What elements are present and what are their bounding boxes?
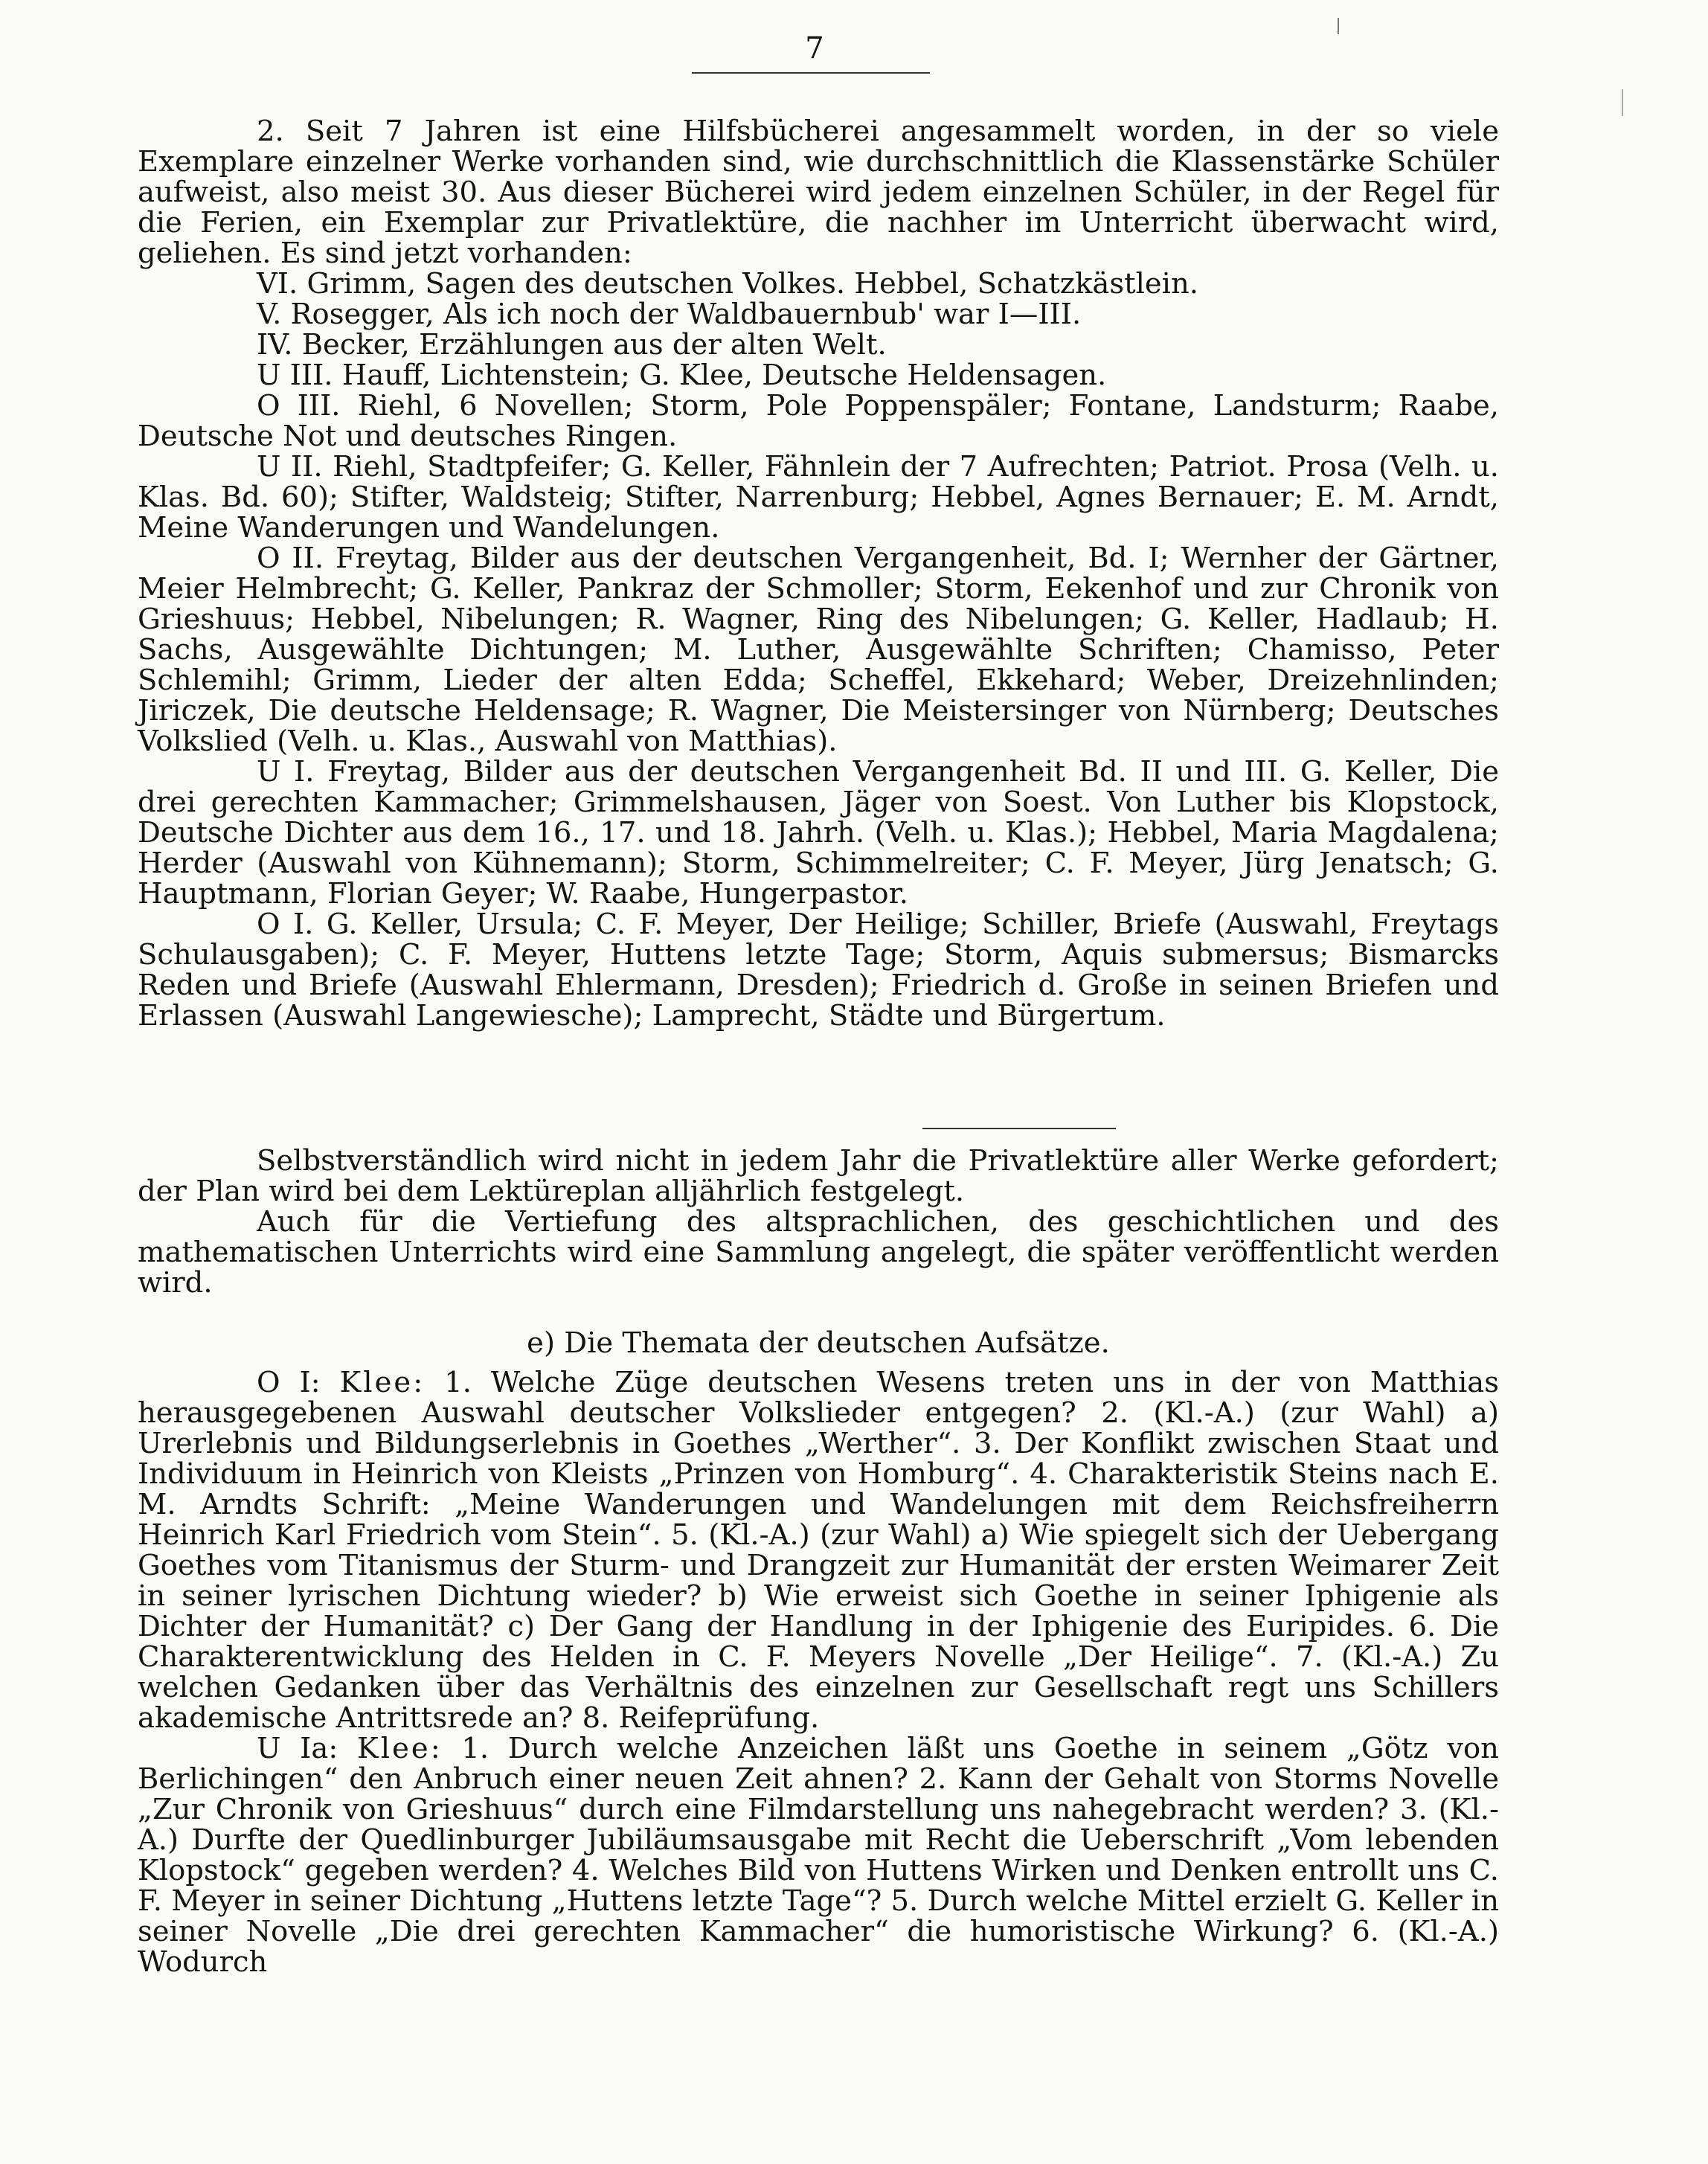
scan-mark <box>1338 18 1339 34</box>
class-topics <box>138 1367 1499 1733</box>
intro-paragraph: 2. Seit 7 Jahren ist eine Hilfsbücherei angesammelt worden, in der so viele Exemplare einzelner Werke vorhanden sind, wie durchschnittlich die Klassenstärke Schüler aufweist, also meist 30. Aus dieser Bücherei wird jedem einzelnen Schüler, in der Regel für die Ferien, ein Exemplar zur Privatlektüre, die nachher im Unterricht überwacht wird, geliehen. Es sind jetzt vorhanden: <box>138 115 1499 270</box>
topics-text: 1. Durch welche Anzeichen läßt uns Goethe in seinem „Götz von Berlichingen“ den Anbruch einer neuen Zeit ahnen? 2. Kann der Gehalt von Storms Novelle „Zur Chronik von Grieshuus“ durch eine Filmdarstellung uns nahegebracht werden? 3. (Kl.-A.) Durfte der Quedlinburger Jubiläumsausgabe mit Recht die Ueberschrift „Vom lebenden Klopstock“ gegeben werden? 4. Welches Bild von Huttens Wirken und Denken entrollt uns C. F. Meyer in seiner Dichtung „Huttens letzte Tage“? 5. Durch welche Mittel erzielt G. Keller in seiner Novelle „Die drei gerechten Kammacher“ die humoristische Wirkung? 6. (Kl.-A.) Wodurch <box>138 1732 1499 1979</box>
teacher-name: Klee: <box>357 1732 443 1765</box>
class-label: U Ia: <box>257 1732 338 1765</box>
reading-list-item: VI. Grimm, Sagen des deutschen Volkes. Hebbel, Schatzkästlein. <box>257 267 1199 301</box>
class-topics <box>138 1733 1499 1977</box>
note-paragraph: Selbstverständlich wird nicht in jedem Jahr die Privatlektüre aller Werke gefordert; der Plan wird bei dem Lektüreplan alljährlich festgelegt. <box>138 1144 1499 1208</box>
reading-list-item: O I. G. Keller, Ursula; C. F. Meyer, Der Heilige; Schiller, Briefe (Auswahl, Freytags Schulausgaben); C. F. Meyer, Huttens letzte Tage; Storm, Aquis submersus; Bismarcks Reden und Briefe (Auswahl Ehlermann, Dresden); Friedrich d. Große in seinen Briefen und Erlassen (Auswahl Langewiesche); Lamprecht, Städte und Bürgertum. <box>138 908 1499 1033</box>
page-number: 7 <box>805 31 824 65</box>
essay-topics-section <box>138 1328 1499 1977</box>
note-paragraph: Auch für die Vertiefung des altsprachlichen, des geschichtlichen und des mathematischen Unterrichts wird eine Sammlung angelegt, die später veröffentlicht werden wird. <box>138 1205 1499 1300</box>
reading-list-item: O II. Freytag, Bilder aus der deutschen Vergangenheit, Bd. I; Wernher der Gärtner, Meier Helmbrecht; G. Keller, Pankraz der Schmoller; Storm, Eekenhof und zur Chronik von Grieshuus; Hebbel, Nibelungen; R. Wagner, Ring des Nibelungen; G. Keller, Hadlaub; H. Sachs, Ausgewählte Dichtungen; M. Luther, Ausgewählte Schriften; Chamisso, Peter Schlemihl; Grimm, Lieder der alten Edda; Scheffel, Ekkehard; Weber, Dreizehnlinden; Jiriczek, Die deutsche Heldensage; R. Wagner, Die Meistersinger von Nürnberg; Deutsches Volkslied (Velh. u. Klas., Auswahl von Matthias). <box>138 542 1499 758</box>
reading-list-section <box>138 116 1499 1031</box>
notes-section <box>138 1146 1499 1298</box>
scan-mark <box>1622 89 1623 116</box>
reading-list-item: U III. Hauff, Lichtenstein; G. Klee, Deutsche Heldensagen. <box>257 359 1107 392</box>
teacher-name: Klee: <box>339 1366 426 1399</box>
section-heading: e) Die Themata der deutschen Aufsätze. <box>527 1326 1110 1360</box>
topics-text: 1. Welche Züge deutschen Wesens treten uns in der von Matthias herausgegebenen Auswahl deutscher Volkslieder entgegen? 2. (Kl.-A.) (zur Wahl) a) Urerlebnis und Bildungserlebnis in Goethes „Werther“. 3. Der Konflikt zwischen Staat und Individuum in Heinrich von Kleists „Prinzen von Homburg“. 4. Charakteristik Steins nach E. M. Arndts Schrift: „Meine Wanderungen und Wandelungen mit dem Reichsfreiherrn Heinrich Karl Friedrich vom Stein“. 5. (Kl.-A.) (zur Wahl) a) Wie spiegelt sich der Uebergang Goethes vom Titanismus der Sturm- und Drangzeit zur Humanität der ersten Weimarer Zeit in seiner lyrischen Dichtung wieder? b) Wie erweist sich Goethe in seiner Iphigenie als Dichter der Humanität? c) Der Gang der Handlung in der Iphigenie des Euripides. 6. Die Charakterentwicklung des Helden in C. F. Meyers Novelle „Der Heilige“. 7. (Kl.-A.) Zu welchen Gedanken über das Verhältnis des einzelnen zur Gesellschaft regt uns Schillers akademische Antrittsrede an? 8. Reifeprüfung. <box>138 1366 1499 1735</box>
reading-list-item: U I. Freytag, Bilder aus der deutschen Vergangenheit Bd. II und III. G. Keller, Die drei gerechten Kammacher; Grimmelshausen, Jäger von Soest. Von Luther bis Klopstock, Deutsche Dichter aus dem 16., 17. und 18. Jahrh. (Velh. u. Klas.); Hebbel, Maria Magdalena; Herder (Auswahl von Kühnemann); Storm, Schimmelreiter; C. F. Meyer, Jürg Jenatsch; G. Hauptmann, Florian Geyer; W. Raabe, Hungerpastor. <box>138 755 1499 911</box>
section-divider <box>922 1128 1116 1129</box>
reading-list-item: IV. Becker, Erzählungen aus der alten Welt. <box>257 328 887 362</box>
header-rule <box>692 72 930 74</box>
reading-list-item: O III. Riehl, 6 Novellen; Storm, Pole Poppenspäler; Fontane, Landsturm; Raabe, Deutsche Not und deutsches Ringen. <box>138 389 1499 453</box>
reading-list-item: U II. Riehl, Stadtpfeifer; G. Keller, Fähnlein der 7 Aufrechten; Patriot. Prosa (Velh. u. Klas. Bd. 60); Stifter, Waldsteig; Stifter, Narrenburg; Hebbel, Agnes Bernauer; E. M. Arndt, Meine Wanderungen und Wandelungen. <box>138 450 1499 545</box>
class-label: O I: <box>257 1366 321 1399</box>
reading-list-item: V. Rosegger, Als ich noch der Waldbauernbub' war I—III. <box>257 298 1082 331</box>
